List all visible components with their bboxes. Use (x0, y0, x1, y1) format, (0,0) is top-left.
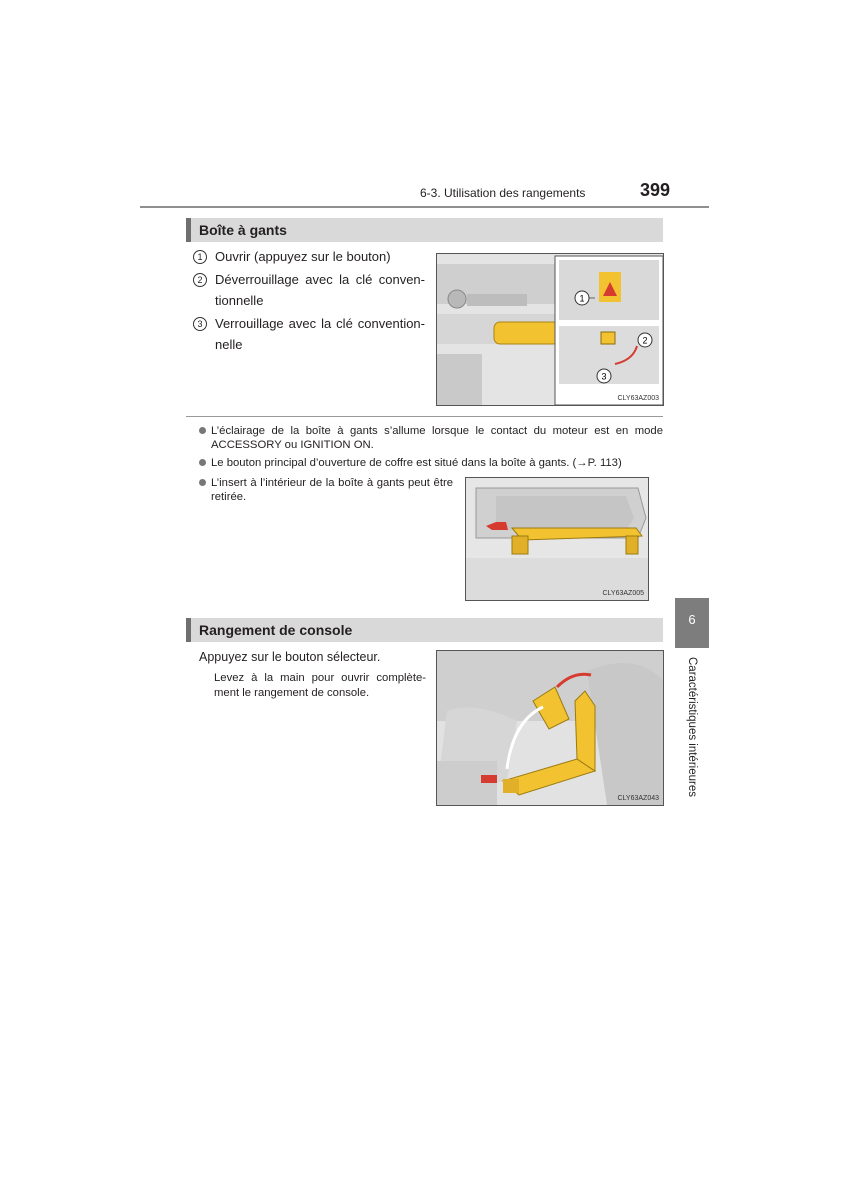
number-badge: 1 (193, 250, 207, 264)
note-text: L’éclairage de la boîte à gants s’allume lorsque le contact du moteur est en mode ACCESSORY ou IGNITION ON. (211, 425, 663, 451)
callout-2: 2 (642, 335, 648, 346)
bullet-icon (199, 427, 206, 434)
list-item-text: Verrouillage avec la clé convention-nelle (215, 316, 425, 352)
note-item (199, 456, 663, 470)
chapter-label: Caractéristiques intérieures (686, 657, 698, 797)
page-number: 399 (640, 180, 671, 200)
callout-3: 3 (601, 371, 607, 382)
section-title: Boîte à gants (199, 222, 287, 238)
console-step: Levez à la main pour ouvrir complète-ment le rangement de console. (214, 672, 426, 699)
list-item-text: Déverrouillage avec la clé conven-tionnelle (215, 272, 425, 308)
console-figure (436, 650, 664, 806)
chapter-number: 6 (688, 612, 696, 627)
note-text: Le bouton principal d’ouverture de coffre est situé dans la boîte à gants. (→P. 113) (211, 457, 622, 469)
glovebox-figure (436, 253, 664, 406)
section-heading-glovebox (186, 218, 663, 242)
glovebox-insert-figure (465, 477, 649, 601)
note-item (199, 424, 663, 452)
console-intro: Appuyez sur le bouton sélecteur. (199, 650, 381, 664)
number-badge: 2 (193, 273, 207, 287)
figure-code: CLY63AZ043 (617, 795, 659, 802)
section-heading-console (186, 618, 663, 642)
list-item (193, 246, 425, 267)
bullet-icon (199, 459, 206, 466)
note-text: L’insert à l’intérieur de la boîte à gants peut être retirée. (211, 477, 453, 503)
section-separator (186, 416, 663, 417)
list-item (193, 313, 425, 355)
bullet-icon (199, 479, 206, 486)
section-title: Rangement de console (199, 622, 353, 638)
figure-code: CLY63AZ003 (617, 395, 659, 402)
header-rule (140, 206, 709, 208)
list-item-text: Ouvrir (appuyez sur le bouton) (215, 249, 391, 264)
note-item (199, 476, 453, 504)
chapter-tab (675, 598, 709, 648)
figure-code: CLY63AZ005 (602, 590, 644, 597)
callout-1: 1 (579, 293, 585, 304)
number-badge: 3 (193, 317, 207, 331)
list-item (193, 269, 425, 311)
header-section-title: 6-3. Utilisation des rangements (420, 186, 586, 200)
